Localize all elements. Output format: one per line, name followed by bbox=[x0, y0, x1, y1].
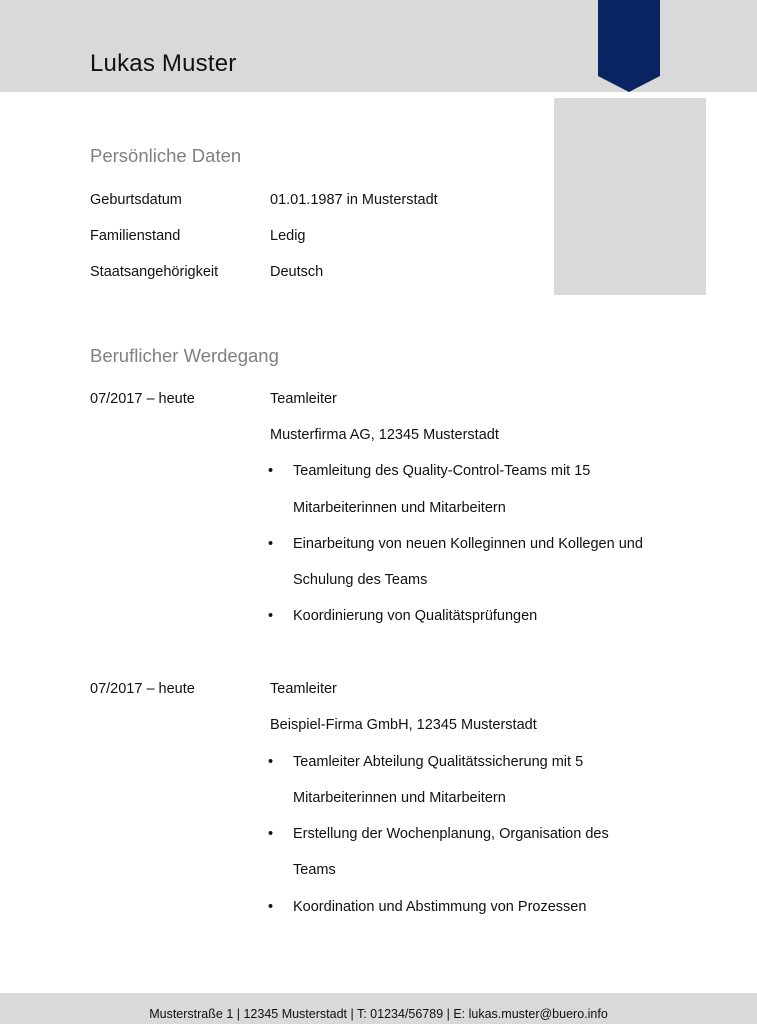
footer-contact-info: Musterstraße 1 | 12345 Musterstadt | T: 01234/56789 | E: lukas.muster@buero.info bbox=[149, 1007, 608, 1021]
job-period: 07/2017 – heute bbox=[90, 391, 195, 407]
applicant-name: Lukas Muster bbox=[90, 50, 237, 77]
job-period: 07/2017 – heute bbox=[90, 681, 195, 697]
job-title: Teamleiter bbox=[270, 681, 337, 697]
personal-value-birthdate: 01.01.1987 in Musterstadt bbox=[270, 192, 438, 208]
job-bullet-line: Erstellung der Wochenplanung, Organisation des bbox=[293, 826, 609, 842]
job-bullet-line: Teams bbox=[293, 862, 336, 878]
ribbon-bookmark-icon bbox=[598, 0, 660, 92]
job-bullet-line: Koordination und Abstimmung von Prozessen bbox=[293, 899, 587, 915]
job-company: Musterfirma AG, 12345 Musterstadt bbox=[270, 427, 499, 443]
section-title-career: Beruflicher Werdegang bbox=[90, 345, 279, 366]
personal-label-nationality: Staatsangehörigkeit bbox=[90, 264, 219, 280]
job-bullet-line: Teamleiter Abteilung Qualitätssicherung mit 5 bbox=[293, 754, 584, 770]
job-company: Beispiel-Firma GmbH, 12345 Musterstadt bbox=[270, 717, 537, 733]
profile-photo-placeholder bbox=[554, 98, 706, 295]
bullet-icon: • bbox=[268, 754, 274, 770]
bullet-icon: • bbox=[268, 608, 274, 624]
job-bullet-line: Schulung des Teams bbox=[293, 572, 428, 588]
personal-label-birthdate: Geburtsdatum bbox=[90, 192, 182, 208]
job-title: Teamleiter bbox=[270, 391, 337, 407]
job-bullet-line: Koordinierung von Qualitätsprüfungen bbox=[293, 608, 538, 624]
bullet-icon: • bbox=[268, 826, 274, 842]
job-bullet-line: Mitarbeiterinnen und Mitarbeitern bbox=[293, 790, 506, 806]
job-bullet-line: Teamleitung des Quality-Control-Teams mit 15 bbox=[293, 463, 591, 479]
job-bullet-line: Einarbeitung von neuen Kolleginnen und Kollegen und bbox=[293, 536, 643, 552]
section-title-personal: Persönliche Daten bbox=[90, 145, 242, 166]
bullet-icon: • bbox=[268, 463, 274, 479]
personal-value-nationality: Deutsch bbox=[270, 264, 324, 280]
personal-label-marital-status: Familienstand bbox=[90, 228, 181, 244]
bullet-icon: • bbox=[268, 899, 274, 915]
job-bullet-line: Mitarbeiterinnen und Mitarbeitern bbox=[293, 500, 506, 516]
bullet-icon: • bbox=[268, 536, 274, 552]
personal-value-marital-status: Ledig bbox=[270, 228, 306, 244]
